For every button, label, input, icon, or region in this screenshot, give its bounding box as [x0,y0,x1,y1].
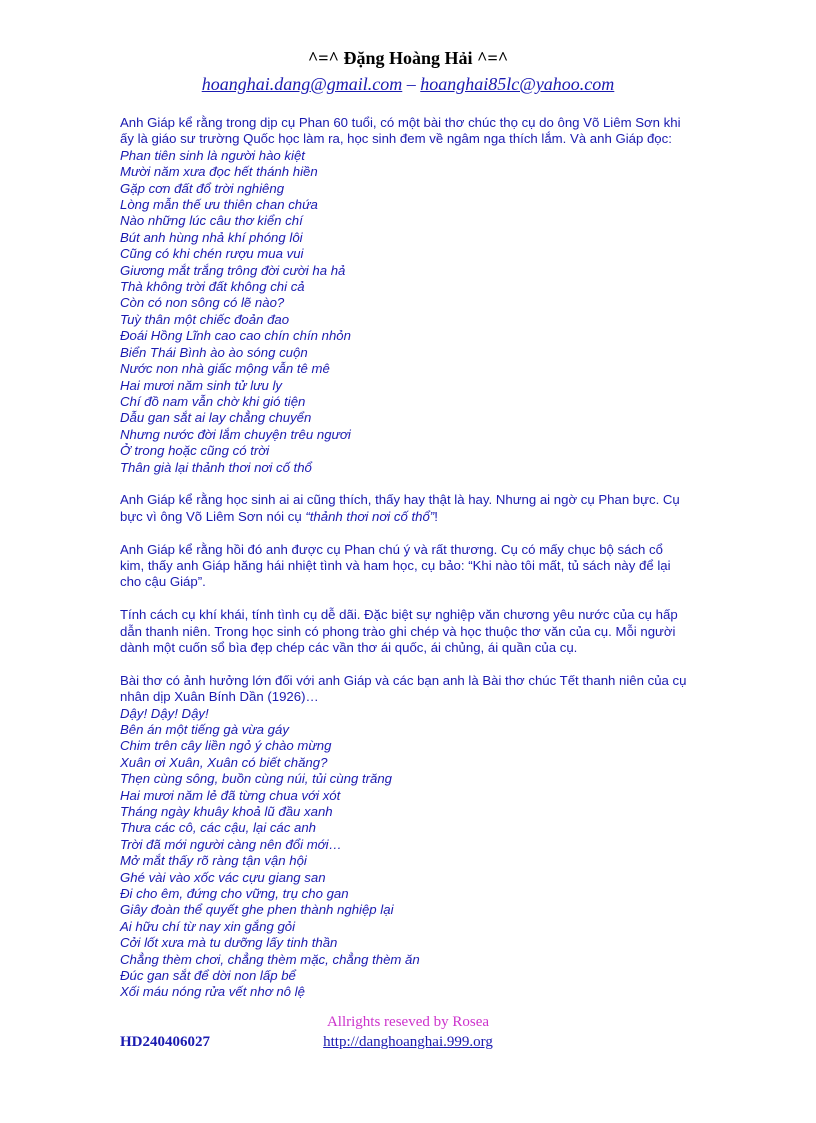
poem-line: Phan tiên sinh là người hào kiệt [120,147,305,163]
poem-line: Cũng có khi chén rượu mua vui [120,246,304,262]
poem-line: Mười năm xưa đọc hết thánh hiền [120,164,318,180]
text-line: Anh Giáp kể rằng hồi đó anh được cụ Phan chú ý và rất thương. Cụ có mấy chục bộ sách cổ [120,541,663,557]
text-line: Bài thơ có ảnh hưởng lớn đối với anh Giáp và các bạn anh là Bài thơ chúc Tết thanh niên của cụ [120,672,687,688]
poem-line: Lòng mẫn thế ưu thiên chan chứa [120,197,318,213]
text-line: Anh Giáp kể rằng học sinh ai ai cũng thích, thấy hay thật là hay. Nhưng ai ngờ cụ Phan bực. Cụ [120,492,680,508]
email-link-gmail[interactable]: hoanghai.dang@gmail.com [201,74,403,94]
text-line: nhân dịp Xuân Bính Dần (1926)… [120,689,319,705]
poem-line: Cởi lốt xưa mà tu dưỡng lấy tinh thần [120,935,338,951]
poem-line: Thà không trời đất không chi cả [120,279,305,295]
text-line: Tính cách cụ khí khái, tính tình cụ dễ dãi. Đặc biệt sự nghiệp văn chương yêu nước của cụ hấp [120,607,678,623]
poem-line: Nào những lúc câu thơ kiển chí [120,213,303,229]
poem-line: Dẫu gan sắt ai lay chẳng chuyển [120,410,312,426]
document-body [120,115,700,1001]
poem-line: Gặp cơn đất đổ trời nghiêng [120,180,285,196]
poem-line: Chẳng thèm chơi, chẳng thèm mặc, chẳng thèm ăn [120,951,420,967]
poem-line: Chí đồ nam vẫn chờ khi gió tiện [120,393,306,409]
poem-line: Hai mươi năm sinh tử lưu ly [120,377,283,393]
poem-line: Trời đã mới người càng nên đổi mới… [120,836,342,852]
website-link[interactable]: http://danghoanghai.999.org [323,1034,493,1050]
poem-line: Ghé vài vào xốc vác cựu giang san [120,869,326,885]
author-emails [0,74,816,95]
poem-line: Đúc gan sắt để dời non lấp bể [120,968,296,984]
poem-line: Nước non nhà giấc mộng vẫn tê mê [120,361,330,377]
author-title: ^=^ Đặng Hoàng Hải ^=^ [307,48,509,68]
poem-line: Nhưng nước đời lắm chuyện trêu ngươi [120,426,351,442]
poem-line: Còn có non sông có lẽ nào? [120,295,285,311]
paragraph-bookshelf [120,542,700,591]
poem-line: Tuỳ thân một chiếc đoản đao [120,311,290,327]
poem-line: Đi cho êm, đứng cho vững, trụ cho gan [120,886,349,902]
poem-line: Giây đoàn thể quyết ghe phen thành nghiệp lại [120,902,394,918]
paragraph-students-reaction [120,492,700,525]
text-line: Anh Giáp kể rằng trong dịp cụ Phan 60 tuổi, có một bài thơ chúc thọ cụ do ông Võ Liêm Sơn khi [120,115,681,130]
quote-italic: “thảnh thơi nơi cố thổ” [305,508,435,524]
text-line: dành một cuốn sổ bìa đẹp chép các vần thơ ái quốc, ái chủng, ái quần của cụ. [120,639,578,655]
footer-url [0,1034,816,1051]
poem-line: Giương mắt trắng trông đời cười ha hả [120,262,346,278]
poem-line: Mở mắt thấy rõ ràng tận vận hội [120,853,307,869]
poem-new-year [120,706,700,1001]
poem-line: Bút anh hùng nhả khí phóng lôi [120,229,303,245]
poem-line: Biển Thái Bình ào ào sóng cuộn [120,344,308,360]
footer-rights: Allrights reseved by Rosea [326,1014,490,1030]
poem-line: Ở trong hoặc cũng có trời [120,443,270,459]
text-line: kim, thấy anh Giáp hăng hái nhiệt tình và ham học, cụ bảo: “Khi nào tôi mất, tủ sách này để lại [120,557,671,573]
email-link-yahoo[interactable]: hoanghai85lc@yahoo.com [420,74,615,94]
paragraph-new-year-poem [120,673,700,706]
poem-line: Thẹn cùng sông, buồn cùng núi, tủi cùng trăng [120,771,393,787]
email-separator: – [402,74,421,94]
poem-line: Thưa các cô, các cậu, lại các anh [120,820,317,836]
text-line: bực vì ông Võ Liêm Sơn nói cụ “thảnh thơi nơi cố thổ”! [120,508,438,524]
poem-birthday [120,148,700,476]
poem-line: Dậy! Dậy! Dậy! [120,705,209,721]
poem-line: Xuân ơi Xuân, Xuân có biết chăng? [120,754,328,770]
paragraph-character [120,607,700,656]
text-line: cho cậu Giáp”. [120,574,206,590]
poem-line: Xối máu nóng rửa vết nhơ nô lệ [120,984,305,1000]
poem-line: Thân già lại thảnh thơi nơi cố thổ [120,459,312,475]
text-line: ấy là giáo sư trường Quốc học làm ra, học sinh đem về ngâm nga thích lắm. Và anh Giáp đọc: [120,131,672,147]
intro-paragraph [120,115,700,148]
poem-line: Chim trên cây liền ngỏ ý chào mừng [120,738,332,754]
document-code: HD240406027 [120,1034,210,1050]
text-line: dẫn thanh niên. Trong học sinh có phong trào ghi chép và học thuộc thơ văn của cụ. Mỗi người [120,623,676,639]
poem-line: Đoái Hồng Lĩnh cao cao chín chín nhỏn [120,328,351,344]
poem-line: Tháng ngày khuây khoả lũ đầu xanh [120,804,333,819]
poem-line: Hai mươi năm lẻ đã từng chua với xót [120,787,341,803]
poem-line: Bên án một tiếng gà vừa gáy [120,721,289,737]
poem-line: Ai hữu chí từ nay xin gắng gỏi [120,918,296,934]
